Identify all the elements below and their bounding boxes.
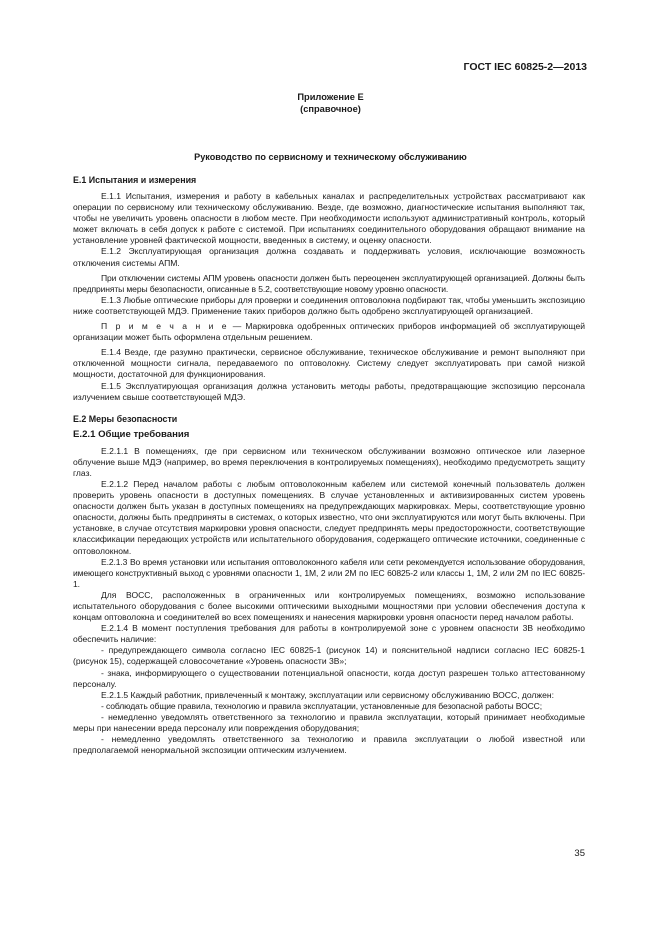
paragraph-e2-1-5: Е.2.1.5 Каждый работник, привлеченный к монтажу, эксплуатации или сервисному обслуживанию ВОСС, должен: — [101, 689, 554, 700]
paragraph-e1-2-cont: При отключении системы АПМ уровень опасности должен быть переоценен эксплуатирующей организацией. Должны быть предприняты меры безопасности, описанные в 5.2, соответствующие новому уровню опасности. — [73, 272, 585, 294]
paragraph-e2-1-3: Е.2.1.3 Во время установки или испытания оптоволоконного кабеля или сети рекомендуется использование оборудования, имеющего конструктивный выход с уровнями опасности 1, 1М, 2 или 2М по IEC 60825-2 или классы 1, 1М, 2 или 2М по IEC 60825-1. — [73, 556, 585, 589]
paragraph-e2-1-2: Е.2.1.2 Перед началом работы с любым оптоволоконным кабелем или системой конечный пользователь должен проверить уровень опасности в доступных помещениях. В случае установленных и активизированных систем уровень опасности должен быть указан в доступных помещениях на предупреждающих маркировках. Меры, соответствующие уровню опасности, должны быть предприняты в системах, о которых известно, что они эксплуатируются или могут быть включены. При установке, в случае отсутствия маркировки уровня опасности, следует предпринять меры предосторожности, соответствующие классификации передающих устройств или испытательного оборудования, содержащего оптические источники, соединенные с оптоволокном. — [73, 478, 585, 556]
note-text: — Маркировка одобренных оптических приборов информацией об эксплуатирующей организации может быть оформлена отдельным решением. — [73, 321, 585, 343]
paragraph-e1-4: Е.1.4 Везде, где разумно практически, сервисное обслуживание, техническое обслуживание и ремонт выполняют при отключенной мощности сигнала, передаваемого по оптоволокну. Систему следует эксплуатировать при самой низкой мощности, достаточной для функционирования. — [73, 347, 585, 380]
main-title: Руководство по сервисному и техническому обслуживанию — [194, 152, 467, 162]
list-item-sign: - знака, информирующего о существовании потенциальной опасности, когда доступ разрешен только аттестованному персоналу. — [73, 667, 585, 689]
list-item-symbol: - предупреждающего символа согласно IEC 60825-1 (рисунок 14) и пояснительной надписи согласно IEC 60825-1 (рисунок 15), содержащей словосочетание «Уровень опасности 3В»; — [73, 645, 585, 667]
list-item-notify-damage: - немедленно уведомлять ответственного за технологию и правила эксплуатации, который принимает необходимые меры при нанесении вреда персоналу или повреждения оборудования; — [73, 711, 585, 734]
appendix-subtitle: (справочное) — [300, 104, 361, 114]
paragraph-e1-2: Е.1.2 Эксплуатирующая организация должна создавать и поддерживать условия, исключающие возможность отключения системы АПМ. — [73, 246, 585, 268]
note — [73, 321, 585, 343]
page-number: 35 — [574, 848, 585, 859]
paragraph-e1-5: Е.1.5 Эксплуатирующая организация должна установить методы работы, предотвращающие экспозицию персонала излучением свыше соответствующей МДЭ. — [73, 380, 585, 402]
body-text — [73, 174, 585, 756]
paragraph-e2-1-3-cont: Для ВОСС, расположенных в ограниченных или контролируемых помещениях, возможно использование испытательного оборудования с более высокими оптическими выходными мощностями при условии обеспечения доступа к концам оптоволокна и соединителей во всех помещениях и нанесения маркировки уровня опасности перед началом работы. — [73, 589, 585, 623]
section-heading-e2: Е.2 Меры безопасности — [73, 413, 178, 424]
paragraph-e1-1: Е.1.1 Испытания, измерения и работу в кабельных каналах и распределительных устройствах рассматривают как операции по сервисному или техническому обслуживанию. Везде, где возможно, диагностические испытания выполняют так, чтобы не увеличить уровень опасности в любом месте. При необходимости используют административный контроль, который может включать в себя допуск к работе с системой. При испытаниях соединительного оборудования обращают внимание на установление уровней фактической мощности, введенных в систему, и оценку опасности. — [73, 191, 585, 246]
subsection-heading-e2-1: Е.2.1 Общие требования — [73, 428, 190, 440]
paragraph-e2-1-1: Е.2.1.1 В помещениях, где при сервисном или техническом обслуживании возможно оптическое или лазерное облучение выше МДЭ (например, во время переключения в контролируемых помещениях), необходимо предусмотреть защиту глаз. — [73, 445, 585, 478]
standard-header: ГОСТ IEC 60825-2—2013 — [463, 61, 587, 73]
paragraph-e1-3: Е.1.3 Любые оптические приборы для проверки и соединения оптоволокна подбирают так, чтобы уменьшить экспозицию ниже соответствующей МДЭ. Применение таких приборов должно быть одобрено эксплуатирующей организацией. — [73, 294, 585, 316]
list-item-notify-exposure: - немедленно уведомлять ответственного за технологию и правила эксплуатации о любой известной или предполагаемой ненормальной экспозиции оптическим излучением. — [73, 734, 585, 756]
appendix-title: Приложение Е — [297, 92, 364, 102]
section-heading-e1: Е.1 Испытания и измерения — [73, 175, 197, 185]
list-item-rules: - соблюдать общие правила, технологию и правила эксплуатации, установленные для безопасной работы ВОСС; — [101, 700, 542, 711]
paragraph-e2-1-4: Е.2.1.4 В момент поступления требования для работы в контролируемой зоне с уровнем опасности 3В необходимо обеспечить наличие: — [73, 623, 585, 645]
note-label: П р и м е ч а н и е — [101, 321, 229, 332]
